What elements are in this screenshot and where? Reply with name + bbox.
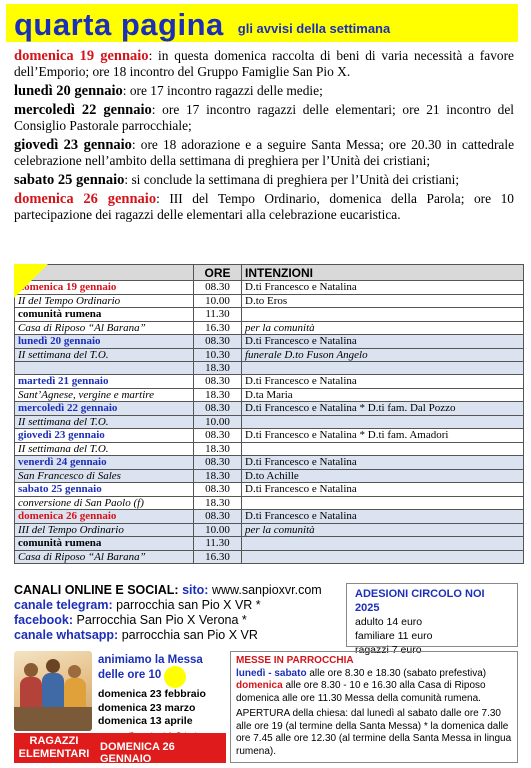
row-intention: [242, 496, 524, 510]
row-time: 11.30: [194, 537, 242, 551]
mass-schedule: [14, 264, 524, 564]
row-day: domenica 26 gennaio: [15, 510, 194, 524]
circolo-box: [346, 583, 518, 656]
row-intention: D.to Achille: [242, 469, 524, 483]
table-row: [15, 483, 524, 497]
table-row: [15, 469, 524, 483]
row-intention: [242, 415, 524, 429]
row-intention: [242, 442, 524, 456]
row-intention: D.ti Francesco e Natalina: [242, 510, 524, 524]
page-header: [6, 4, 518, 42]
row-intention: [242, 550, 524, 564]
ragazzi-title: animiamo la Messa delle ore 10: [98, 654, 203, 681]
online-channels: CANALI ONLINE E SOCIAL: sito: www.sanpioxvr.com canale telegram: parrocchia san Pio X VR * facebook: Parrocchia San Pio X Verona * canale whatsapp: parrocchia san Pio X VR: [14, 583, 322, 642]
row-time: 08.30: [194, 456, 242, 470]
table-row: [15, 375, 524, 389]
row-intention: [242, 537, 524, 551]
row-day: giovedì 23 gennaio: [15, 429, 194, 443]
website-link[interactable]: www.sanpioxvr.com: [211, 583, 322, 597]
row-day: lunedì 20 gennaio: [15, 335, 194, 349]
facebook-link[interactable]: Parrocchia San Pio X Verona *: [76, 613, 247, 627]
header-intenzioni: INTENZIONI: [242, 265, 524, 281]
table-row: [15, 321, 524, 335]
row-time: 18.30: [194, 496, 242, 510]
notice: sabato 25 gennaio: si conclude la settimana di preghiera per l’Unità dei cristiani;: [14, 172, 460, 188]
row-time: 10.00: [194, 294, 242, 308]
row-intention: per la comunità: [242, 523, 524, 537]
table-row: [15, 523, 524, 537]
row-time: 11.30: [194, 308, 242, 322]
circolo-line: familiare 11 euro: [355, 630, 433, 642]
circolo-line: adulto 14 euro: [355, 616, 423, 628]
row-time: 18.30: [194, 469, 242, 483]
notice: mercoledì 22 gennaio: ore 17 incontro ragazzi delle elementari; ore 21 incontro del Consiglio Pastorale parrocchiale;: [14, 102, 514, 133]
ragazzi-label: RAGAZZI ELEMENTARI: [18, 735, 90, 760]
row-day: Casa di Riposo “Al Barana”: [15, 550, 194, 564]
row-time: 18.30: [194, 442, 242, 456]
row-time: 08.30: [194, 281, 242, 295]
notice: giovedì 23 gennaio: ore 18 adorazione e a seguire Santa Messa; ore 20.30 in cattedrale celebrazione nell’ambito della settimana di preghiera per l’Unità dei cristiani;: [14, 137, 515, 168]
messe-box: [230, 651, 518, 763]
row-intention: per la comunità: [242, 321, 524, 335]
row-day: [15, 362, 194, 375]
notices-section: [14, 48, 514, 226]
row-time: 08.30: [194, 510, 242, 524]
ragazzi-box: [14, 651, 226, 763]
schedule-table: [14, 264, 524, 564]
table-row: [15, 429, 524, 443]
ragazzi-banner: [14, 733, 226, 763]
row-day: domenica 19 gennaio: [15, 281, 194, 295]
row-day: San Francesco di Sales: [15, 469, 194, 483]
row-intention: D.ti Francesco e Natalina: [242, 375, 524, 389]
circolo-title: ADESIONI CIRCOLO NOI 2025: [355, 588, 485, 614]
row-day: sabato 25 gennaio: [15, 483, 194, 497]
table-row: [15, 294, 524, 308]
row-day: mercoledì 22 gennaio: [15, 402, 194, 416]
table-row: [15, 308, 524, 322]
row-day: III del Tempo Ordinario: [15, 523, 194, 537]
messe-sunday: domenica alle ore 8.30 - 10 e 16.30 alla Casa di Riposo domenica alle ore 11.30 Messa della comunità rumena.: [236, 680, 486, 704]
table-row: [15, 348, 524, 362]
header-ore: ORE: [194, 265, 242, 281]
row-time: 08.30: [194, 429, 242, 443]
row-day: conversione di San Paolo (f): [15, 496, 194, 510]
row-intention: D.ti Francesco e Natalina * D.ti fam. Dal Pozzo: [242, 402, 524, 416]
row-time: 18.30: [194, 388, 242, 402]
row-day: II del Tempo Ordinario: [15, 294, 194, 308]
row-time: 08.30: [194, 335, 242, 349]
table-row: [15, 402, 524, 416]
row-intention: D.to Eros: [242, 294, 524, 308]
table-row: [15, 415, 524, 429]
ragazzi-dates: domenica 23 febbraio domenica 23 marzo domenica 13 aprile: [98, 688, 206, 727]
row-time: 18.30: [194, 362, 242, 375]
row-day: venerdì 24 gennaio: [15, 456, 194, 470]
table-row: [15, 456, 524, 470]
channels-title: CANALI ONLINE E SOCIAL:: [14, 583, 179, 597]
ragazzi-date-banner: DOMENICA 26 GENNAIO: [100, 741, 175, 765]
row-time: 16.30: [194, 550, 242, 564]
table-row: [15, 537, 524, 551]
table-row: [15, 550, 524, 564]
table-row: [15, 281, 524, 295]
messe-title: MESSE IN PARROCCHIA: [236, 655, 354, 666]
corner-decoration: [14, 264, 48, 298]
row-day: comunità rumena: [15, 537, 194, 551]
row-day: comunità rumena: [15, 308, 194, 322]
row-intention: D.ti Francesco e Natalina * D.ti fam. Amadori: [242, 429, 524, 443]
row-intention: D.ti Francesco e Natalina: [242, 335, 524, 349]
table-row: [15, 442, 524, 456]
children-illustration: [14, 651, 92, 731]
row-day: II settimana del T.O.: [15, 415, 194, 429]
row-time: 10.00: [194, 523, 242, 537]
row-day: martedì 21 gennaio: [15, 375, 194, 389]
row-intention: D.ta Maria: [242, 388, 524, 402]
table-row: [15, 335, 524, 349]
notice: domenica 19 gennaio: in questa domenica raccolta di beni di varia necessità a favore dell’Emporio; ore 18 incontro del Gruppo Famiglie San Pio X.: [14, 48, 514, 79]
row-intention: D.ti Francesco e Natalina: [242, 483, 524, 497]
row-intention: funerale D.to Fuson Angelo: [242, 348, 524, 362]
row-time: 08.30: [194, 483, 242, 497]
page-subtitle: gli avvisi della settimana: [237, 21, 391, 36]
table-header: [15, 265, 524, 281]
messe-weekday: lunedì - sabato alle ore 8.30 e 18.30 (sabato prefestiva): [236, 667, 487, 679]
row-day: Casa di Riposo “Al Barana”: [15, 321, 194, 335]
row-day: II settimana del T.O.: [15, 348, 194, 362]
apertura-text: APERTURA della chiesa: dal lunedì al sabato dalle ore 7.30 alle ore 19 (al termine della Santa Messa) * la domenica dalle ore 7.45 alle ore 12.30 (al termine della Santa Messa in lingua rumena).: [236, 708, 512, 757]
page-title: quarta pagina: [14, 7, 224, 42]
whatsapp-link[interactable]: parrocchia san Pio X VR: [121, 628, 258, 642]
table-row: [15, 510, 524, 524]
telegram-link[interactable]: parrocchia san Pio X VR *: [116, 598, 261, 612]
circolo-line: ragazzi 7 euro: [355, 644, 422, 656]
row-day: Sant’Agnese, vergine e martire: [15, 388, 194, 402]
row-time: 16.30: [194, 321, 242, 335]
row-day: II settimana del T.O.: [15, 442, 194, 456]
table-row: [15, 388, 524, 402]
row-intention: D.ti Francesco e Natalina: [242, 456, 524, 470]
row-intention: [242, 308, 524, 322]
notice: lunedì 20 gennaio: ore 17 incontro ragazzi delle medie;: [14, 83, 323, 99]
table-row: [15, 362, 524, 375]
table-row: [15, 496, 524, 510]
row-time: 08.30: [194, 375, 242, 389]
notice: domenica 26 gennaio: III del Tempo Ordinario, domenica della Parola; ore 10 partecipazione dei ragazzi delle elementari alla celebrazione eucaristica.: [14, 191, 514, 222]
row-time: 10.00: [194, 415, 242, 429]
row-intention: D.ti Francesco e Natalina: [242, 281, 524, 295]
row-time: 08.30: [194, 402, 242, 416]
row-time: 10.30: [194, 348, 242, 362]
row-intention: [242, 362, 524, 375]
